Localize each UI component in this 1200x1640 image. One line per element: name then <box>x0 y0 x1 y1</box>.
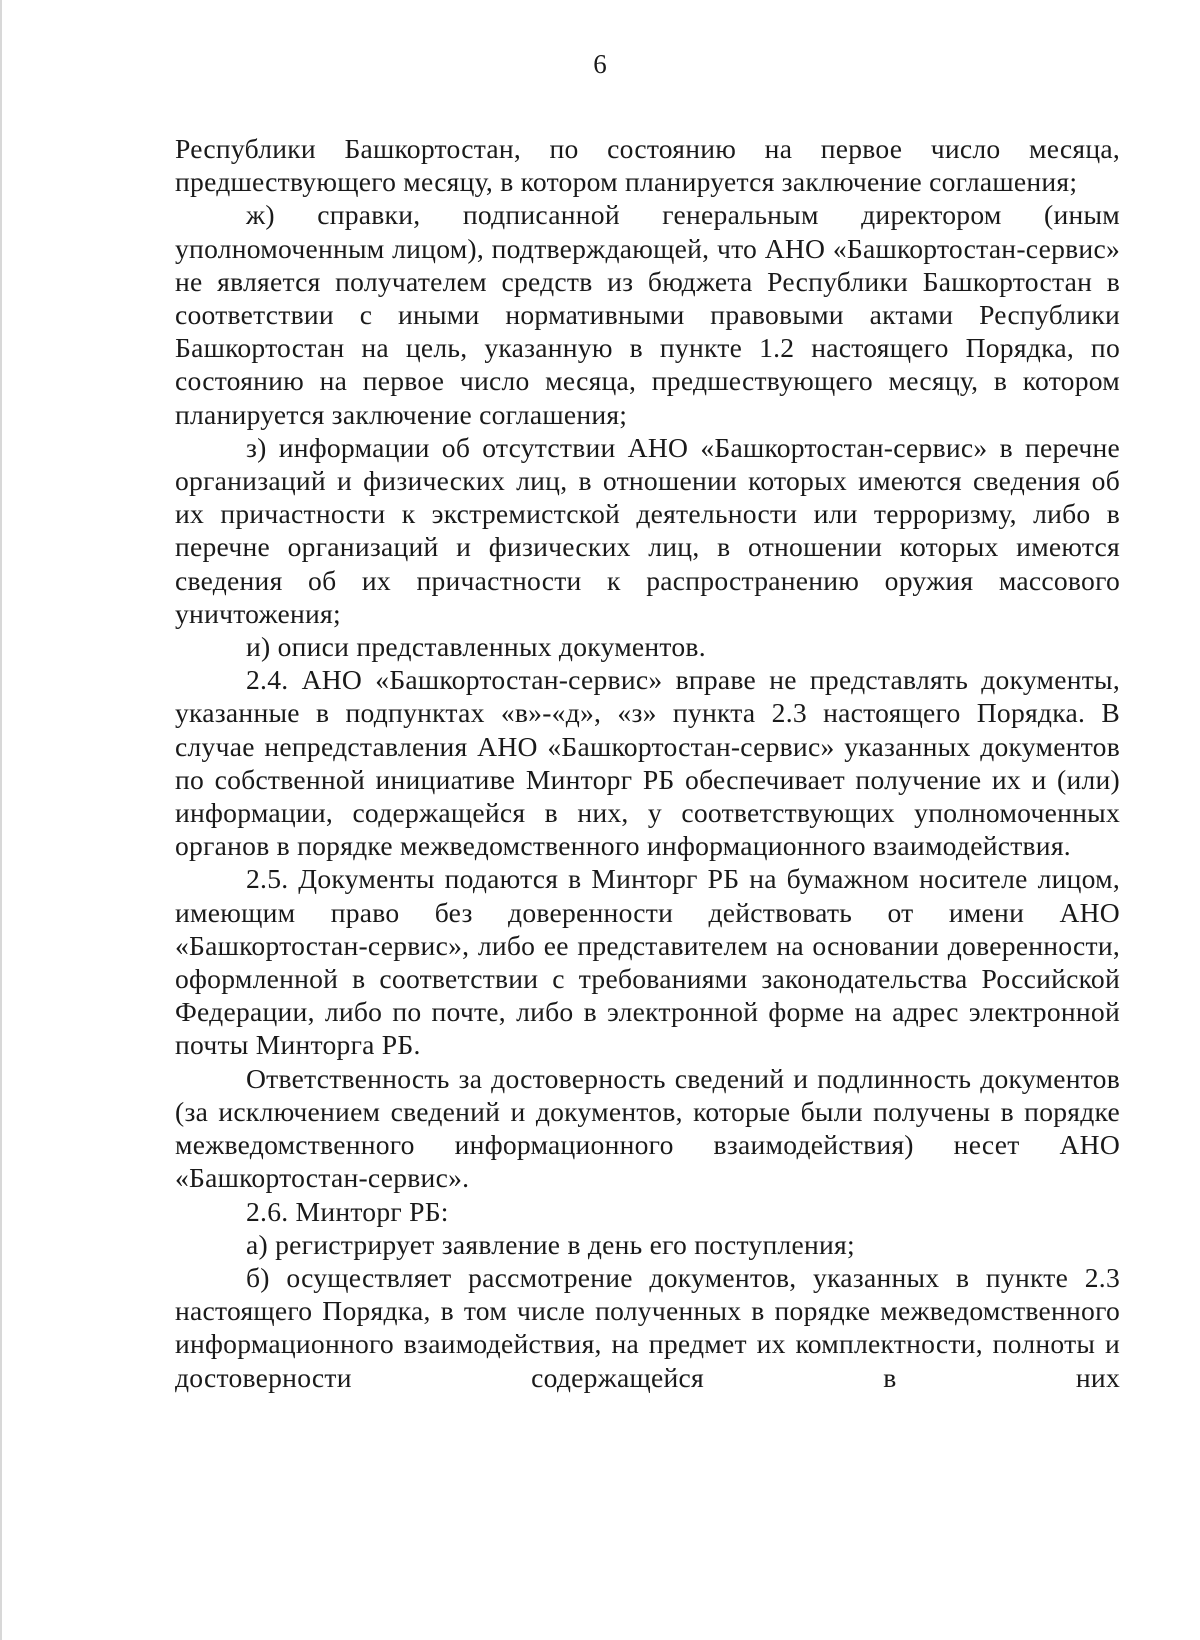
paragraph-continuation: Республики Башкортостан, по состоянию на первое число месяца, предшествующего месяцу, в котором планируется заключение соглашения; <box>175 133 1120 198</box>
paragraph-item-z: з) информации об отсутствии АНО «Башкортостан-сервис» в перечне организаций и физических лиц, в отношении которых имеются сведения об их причастности к экстремистской деятельности или терроризму, либо в перечне организаций и физических лиц, в отношении которых имеются сведения об их причастности к распространению оружия массового уничтожения; <box>175 431 1120 629</box>
paragraph-item-zh: ж) справки, подписанной генеральным директором (иным уполномоченным лицом), подтверждающей, что АНО «Башкортостан-сервис» не является получателем средств из бюджета Республики Башкортостан в соответствии с иными нормативными правовыми актами Республики Башкортостан на цель, указанную в пункте 1.2 настоящего Порядка, по состоянию на первое число месяца, предшествующего месяцу, в котором планируется заключение соглашения; <box>175 199 1120 430</box>
paragraph-item-a: а) регистрирует заявление в день его поступления; <box>246 1228 855 1260</box>
document-body <box>175 132 1120 1394</box>
paragraph-clause-2-4: 2.4. АНО «Башкортостан-сервис» вправе не представлять документы, указанные в подпунктах «в»-«д», «з» пункта 2.3 настоящего Порядка. В случае непредставления АНО «Башкортостан-сервис» указанных документов по собственной инициативе Минторг РБ обеспечивает получение их и (или) информации, содержащейся в них, у соответствующих уполномоченных органов в порядке межведомственного информационного взаимодействия. <box>175 664 1120 862</box>
scan-edge-shadow <box>0 0 2 1640</box>
paragraph-item-i: и) описи представленных документов. <box>246 631 706 663</box>
page-number: 6 <box>593 49 607 79</box>
paragraph-clause-2-5: 2.5. Документы подаются в Минторг РБ на бумажном носителе лицом, имеющим право без доверенности действовать от имени АНО «Башкортостан-сервис», либо ее представителем на основании доверенности, оформленной в соответствии с требованиями законодательства Российской Федерации, либо по почте, либо в электронной форме на адрес электронной почты Минторга РБ. <box>175 863 1120 1061</box>
paragraph-responsibility: Ответственность за достоверность сведений и подлинность документов (за исключением сведений и документов, которые были получены в порядке межведомственного информационного взаимодействия) несет АНО «Башкортостан-сервис». <box>175 1062 1120 1194</box>
paragraph-clause-2-6: 2.6. Минторг РБ: <box>246 1195 449 1227</box>
paragraph-item-b: б) осуществляет рассмотрение документов, указанных в пункте 2.3 настоящего Порядка, в том числе полученных в порядке межведомственного информационного взаимодействия, на предмет их комплектности, полноты и достоверности содержащейся в них <box>175 1261 1120 1393</box>
